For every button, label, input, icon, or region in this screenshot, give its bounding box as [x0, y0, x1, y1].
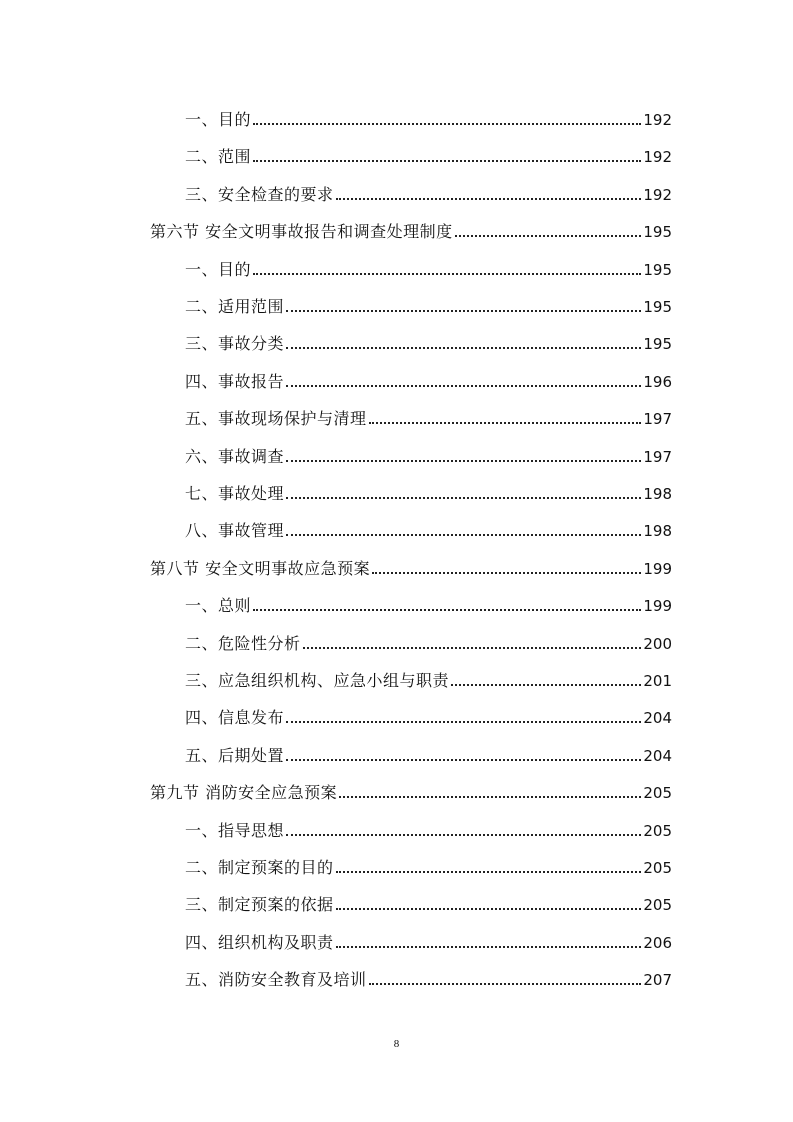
toc-entry-title: 二、制定预案的目的 — [185, 858, 334, 877]
toc-entry-title: 三、事故分类 — [185, 334, 285, 354]
toc-entry-title: 一、总则 — [185, 596, 252, 616]
toc-subsection-entry[interactable] — [185, 889, 672, 915]
toc-subsection-entry[interactable] — [185, 740, 672, 766]
toc-entry-page: 199 — [643, 597, 672, 616]
toc-entry-title: 四、事故报告 — [185, 371, 285, 391]
toc-dot-leader — [455, 234, 642, 237]
toc-subsection-entry[interactable] — [185, 141, 672, 167]
toc-entry-title: 一、目的 — [185, 110, 252, 129]
toc-section-entry[interactable] — [150, 553, 672, 579]
toc-entry-page: 197 — [643, 410, 672, 429]
toc-entry-title: 五、事故现场保护与清理 — [185, 409, 367, 429]
toc-entry-page: 198 — [643, 522, 672, 541]
toc-entry-title: 五、消防安全教育及培训 — [185, 970, 367, 990]
toc-entry-page: 205 — [643, 896, 672, 915]
toc-entry-page: 206 — [643, 933, 672, 952]
toc-entry-title: 八、事故管理 — [185, 521, 285, 541]
toc-entry-title: 四、组织机构及职责 — [185, 932, 334, 952]
toc-entry-title: 四、信息发布 — [185, 708, 285, 728]
toc-subsection-entry[interactable] — [185, 702, 672, 728]
toc-entry-page: 204 — [643, 746, 672, 765]
toc-subsection-entry[interactable] — [185, 403, 672, 429]
toc-dot-leader — [451, 683, 641, 686]
toc-dot-leader — [369, 982, 642, 985]
toc-subsection-entry[interactable] — [185, 254, 672, 280]
toc-subsection-entry[interactable] — [185, 927, 672, 953]
toc-subsection-entry[interactable] — [185, 852, 672, 878]
toc-entry-page: 204 — [643, 709, 672, 728]
toc-entry-title: 三、安全检查的要求 — [185, 184, 334, 204]
toc-dot-leader — [286, 346, 641, 349]
toc-subsection-entry[interactable] — [185, 628, 672, 654]
toc-entry-title: 一、指导思想 — [185, 820, 285, 840]
toc-dot-leader — [303, 646, 642, 649]
toc-entry-title: 第九节 消防安全应急预案 — [150, 783, 338, 803]
toc-entry-page: 192 — [643, 111, 672, 129]
toc-section-entry[interactable] — [150, 777, 672, 803]
toc-entry-title: 二、适用范围 — [185, 297, 285, 316]
toc-entry-page: 199 — [643, 559, 672, 578]
toc-dot-leader — [336, 197, 642, 200]
toc-entry-title: 七、事故处理 — [185, 484, 285, 503]
toc-entry-page: 195 — [643, 298, 672, 316]
toc-subsection-entry[interactable] — [185, 964, 672, 990]
toc-entry-page: 205 — [643, 821, 672, 840]
toc-dot-leader — [286, 758, 641, 761]
toc-entry-page: 200 — [643, 634, 672, 653]
toc-entry-title: 二、危险性分析 — [185, 633, 301, 653]
toc-dot-leader — [253, 122, 641, 125]
toc-subsection-entry[interactable] — [185, 328, 672, 354]
toc-section-entry[interactable] — [150, 216, 672, 242]
toc-dot-leader — [286, 720, 641, 723]
toc-dot-leader — [286, 309, 641, 312]
toc-subsection-entry[interactable] — [185, 478, 672, 504]
toc-dot-leader — [286, 496, 641, 499]
page-number: 8 — [393, 1038, 400, 1050]
toc-dot-leader — [336, 870, 642, 873]
toc-entry-page: 205 — [643, 784, 672, 803]
toc-subsection-entry[interactable] — [185, 665, 672, 691]
toc-entry-page: 205 — [643, 859, 672, 877]
toc-entry-page: 196 — [643, 372, 672, 391]
toc-dot-leader — [369, 421, 642, 424]
toc-entry-page: 197 — [643, 447, 672, 466]
toc-dot-leader — [253, 608, 641, 611]
toc-dot-leader — [372, 571, 641, 574]
toc-dot-leader — [286, 833, 641, 836]
toc-subsection-entry[interactable] — [185, 366, 672, 392]
toc-dot-leader — [286, 459, 641, 462]
toc-entry-page: 201 — [643, 672, 672, 690]
toc-entry-title: 二、范围 — [185, 147, 252, 167]
toc-entry-page: 192 — [643, 148, 672, 167]
toc-entry-page: 195 — [643, 335, 672, 354]
toc-subsection-entry[interactable] — [185, 515, 672, 541]
toc-entry-title: 六、事故调查 — [185, 446, 285, 466]
toc-dot-leader — [253, 272, 641, 275]
toc-entry-page: 192 — [643, 185, 672, 204]
toc-entry-page: 207 — [643, 971, 672, 990]
toc-dot-leader — [286, 533, 641, 536]
toc-dot-leader — [336, 907, 642, 910]
toc-subsection-entry[interactable] — [185, 104, 672, 130]
toc-entry-title: 三、制定预案的依据 — [185, 895, 334, 915]
toc-subsection-entry[interactable] — [185, 590, 672, 616]
toc-entry-title: 一、目的 — [185, 259, 252, 279]
toc-entry-title: 第六节 安全文明事故报告和调查处理制度 — [150, 222, 453, 242]
toc-subsection-entry[interactable] — [185, 291, 672, 317]
toc-dot-leader — [336, 945, 642, 948]
toc-subsection-entry[interactable] — [185, 179, 672, 205]
toc-entry-page: 198 — [643, 485, 672, 503]
toc-entry-page: 195 — [643, 223, 672, 242]
toc-subsection-entry[interactable] — [185, 815, 672, 841]
toc-entry-title: 五、后期处置 — [185, 745, 285, 765]
toc-entry-title: 第八节 安全文明事故应急预案 — [150, 558, 371, 578]
toc-dot-leader — [253, 159, 641, 162]
toc-dot-leader — [339, 795, 641, 798]
toc-entry-page: 195 — [643, 260, 672, 279]
toc-subsection-entry[interactable] — [185, 441, 672, 467]
toc-dot-leader — [286, 384, 641, 387]
toc-entry-title: 三、应急组织机构、应急小组与职责 — [185, 671, 450, 690]
